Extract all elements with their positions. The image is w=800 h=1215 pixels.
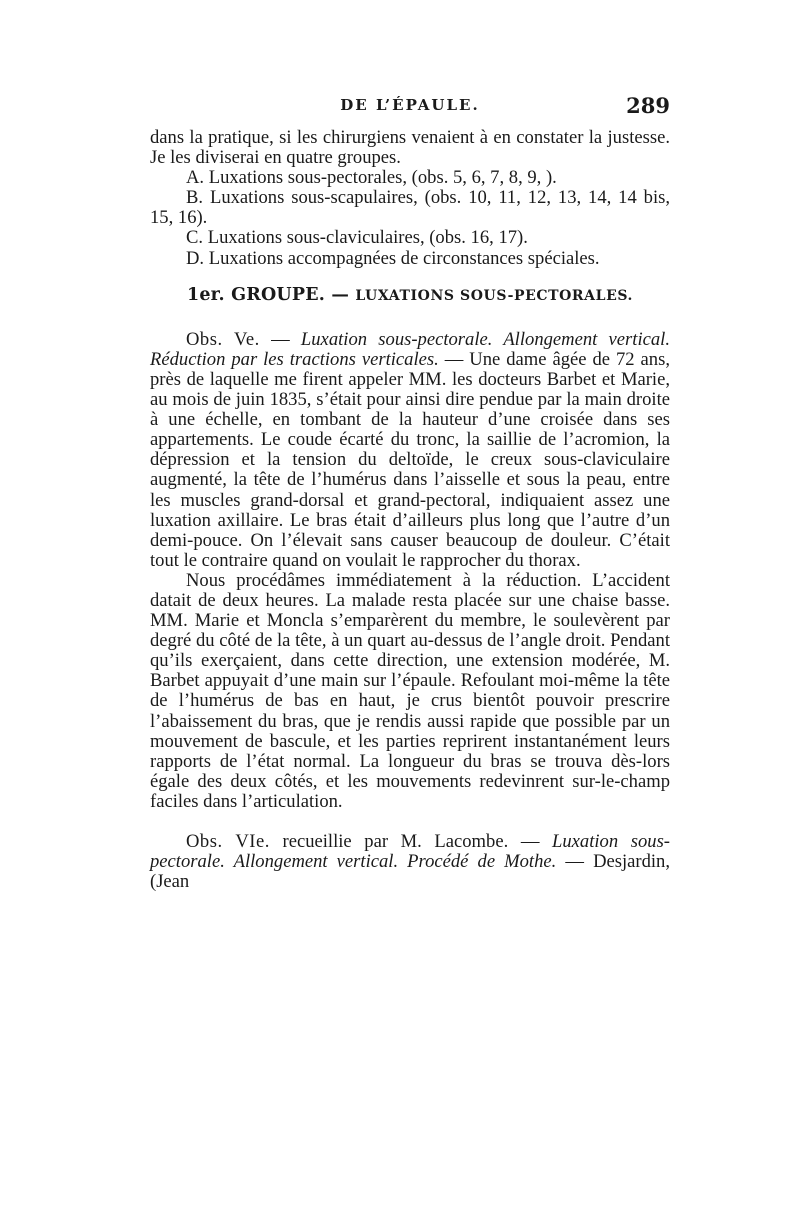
group-a-text: Luxations sous-pectorales, (obs. 5, 6, 7, 8, 9, ). [208,167,557,189]
section-number: 1er. [186,284,225,305]
section-heading [150,285,670,306]
obs6-text-b: — Desjardin, (Jean [150,851,670,893]
section-subtitle: LUXATIONS SOUS-PECTORALES. [355,287,634,304]
obs5-label: Obs. Ve. [186,328,260,350]
obs5-paragraph-2: Nous procédâmes immédiatement à la réduction. L’accident datait de deux heures. La malade resta placée sur une chaise basse. MM. Marie et Moncla s’emparèrent du membre, le soulevèrent par degré du côté de la tête, à un quart au-dessus de l’angle droit. Pendant qu’ils exerçaient, dans cette direction, une extension modérée, M. Barbet appuyait d’une main sur l’épaule. Refoulant moi-même la tête de l’humérus de bas en haut, je crus bientôt pouvoir prescrire l’abaissement du bras, que je rendis aussi rapide que possible par un mouvement de bascule, et les parties reprirent instantanément leurs rapports de l’état normal. La longueur du bras se trouva dès-lors égale des deux côtés, et les mouvements redevinrent sur-le-champ faciles dans l’articulation. [150,569,670,812]
group-c-text: Luxations sous-claviculaires, (obs. 16, 17). [207,227,528,249]
obs6-label: Obs. VIe. [186,831,270,852]
obs6-text-a: recueillie par M. Lacombe. — [282,831,540,852]
obs6-paragraph [150,832,670,892]
group-a-letter: A. [186,167,205,189]
group-b-letter: B. [186,187,204,209]
section-title: GROUPE. [231,284,326,305]
group-d-letter: D. [186,247,205,269]
group-a [150,168,670,188]
section-dash: — [331,284,350,305]
obs5-paragraph [150,330,670,571]
page-body [150,128,670,892]
group-c-letter: C. [186,227,204,249]
obs5-text: — Une dame âgée de 72 ans, près de laquelle me firent appeler MM. les docteurs Barbet et Marie, au mois de juin 1835, s’était pour ainsi dire pendue par la main droite à une échelle, en tombant de la hauteur d’une croisée dans ses appartements. Le coude écarté du tronc, la saillie de l’acromion, la dépression et la tension du deltoïde, le creux sous-claviculaire augmenté, la tête de l’humérus dans l’aisselle et sous la peau, entre les muscles grand-dorsal et grand-pectoral, indiquaient assez une luxation axillaire. Le bras était d’ailleurs plus long que l’autre d’un demi-pouce. On l’élevait sans causer beaucoup de douleur. C’était tout le contraire quand on voulait le rapprocher du thorax. [150,348,670,571]
spacer [150,812,670,832]
running-head [150,93,670,122]
running-title: DE L’ÉPAULE. [340,96,480,114]
group-b [150,188,670,228]
intro-paragraph: dans la pratique, si les chirurgiens venaient à en constater la justesse. Je les diviserai en quatre groupes. [150,127,670,169]
group-d [150,249,670,269]
group-d-text: Luxations accompagnées de circonstances spéciales. [208,247,600,269]
obs5-title: Luxation sous-pectorale. Allongement vertical. Réduction par les tractions verticales. [150,328,670,370]
obs5-dash: — [271,328,290,350]
group-b-text: Luxations sous-scapulaires, (obs. 10, 11, 12, 13, 14, 14 bis, 15, 16). [150,187,671,229]
obs6-title: Luxation sous-pectorale. Allongement vertical. Procédé de Mothe. [150,831,670,873]
group-c [150,228,670,248]
page-number: 289 [626,93,670,118]
